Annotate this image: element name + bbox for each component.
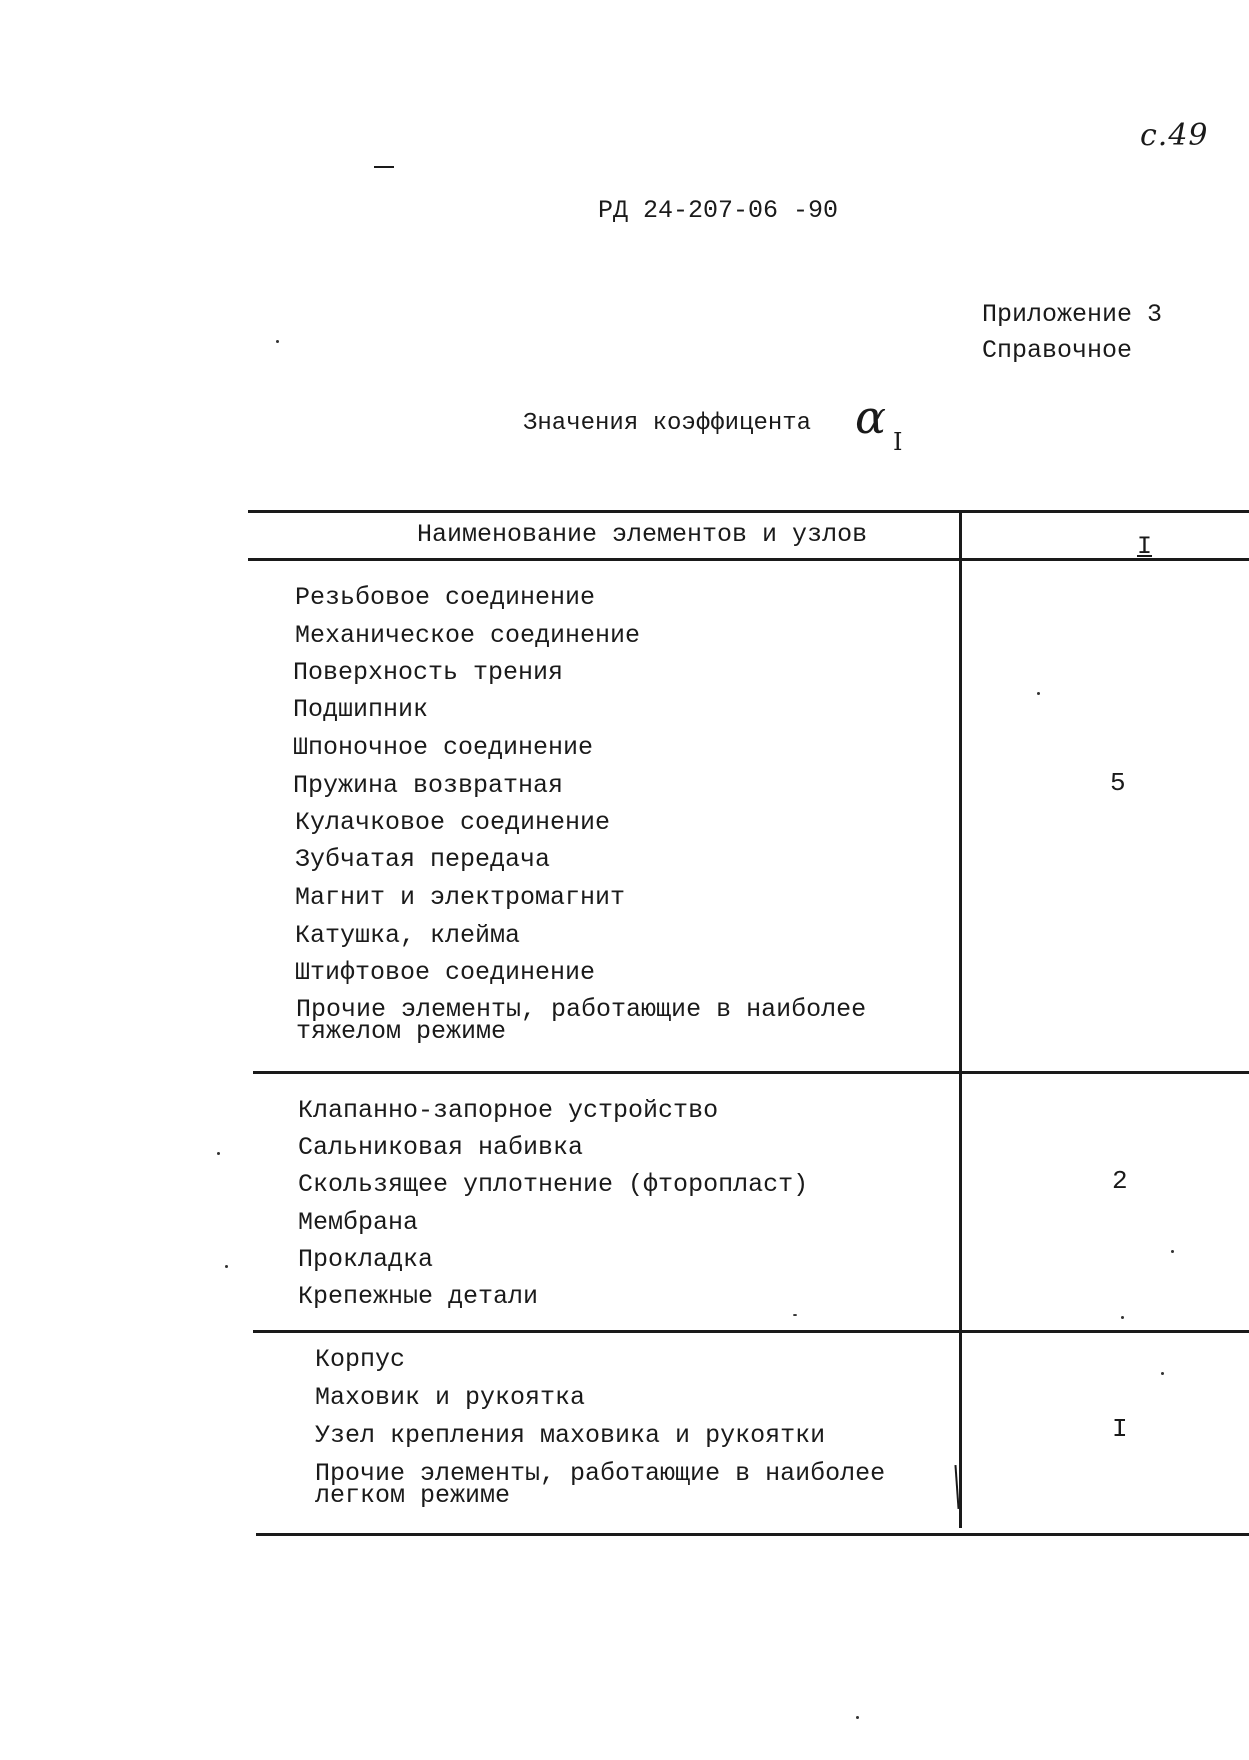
table-row: Шпоночное соединение: [293, 733, 594, 762]
table-top-rule: [248, 510, 1249, 513]
table-row: Скользящее уплотнение (фторопласт): [298, 1170, 809, 1199]
scan-mark: [374, 166, 394, 168]
scan-speck: [276, 340, 279, 343]
group-value: I: [1112, 1414, 1128, 1444]
coefficient-subscript: I: [893, 428, 903, 456]
scan-speck: [217, 1152, 220, 1155]
table-row: Зубчатая передача: [295, 845, 551, 874]
table-row: Магнит и электромагнит: [295, 883, 626, 912]
table-row: Сальниковая набивка: [298, 1133, 584, 1162]
group-value: 2: [1112, 1166, 1128, 1196]
table-row: Катушка, клейма: [295, 921, 521, 950]
group-divider-2: [253, 1330, 1249, 1333]
table-row: Поверхность трения: [293, 658, 564, 687]
table-row: Узел крепления маховика и рукоятки: [315, 1421, 826, 1450]
scan-speck: [1037, 692, 1040, 695]
table-caption: Значения коэффицента: [523, 410, 812, 437]
column-header-value: I: [1137, 532, 1153, 561]
page-number: с.49: [1140, 118, 1209, 153]
table-row: Механическое соединение: [295, 621, 641, 650]
table-row: Подшипник: [293, 695, 429, 724]
appendix-title: Приложение 3: [982, 300, 1163, 329]
scan-speck: [225, 1265, 228, 1268]
scan-speck: [793, 1314, 797, 1316]
table-row: Прочие элементы, работающие в наиболее тяжелом режиме: [296, 995, 867, 1046]
table-row: Маховик и рукоятка: [315, 1383, 586, 1412]
table-row: Мембрана: [298, 1208, 419, 1237]
table-row: Клапанно-запорное устройство: [298, 1096, 719, 1125]
table-bottom-rule: [256, 1533, 1249, 1536]
column-header-name: Наименование элементов и узлов: [417, 520, 868, 549]
table-row: Кулачковое соединение: [295, 808, 611, 837]
scan-speck: [856, 1716, 859, 1719]
table-row: Корпус: [315, 1345, 406, 1374]
table-row: Прокладка: [298, 1245, 434, 1274]
group-divider-1: [253, 1071, 1249, 1074]
appendix-subtitle: Справочное: [982, 336, 1133, 365]
coefficient-symbol: α: [855, 390, 887, 444]
document-code: РД 24-207-06 -90: [598, 196, 839, 225]
column-divider: [959, 510, 962, 1528]
table-row: Крепежные детали: [298, 1282, 539, 1311]
header-bottom-rule: [248, 558, 1249, 561]
scan-speck: [1171, 1250, 1174, 1253]
scan-speck: [1121, 1316, 1124, 1319]
table-row: Прочие элементы, работающие в наиболее легком режиме: [315, 1459, 886, 1510]
table-row: Пружина возвратная: [293, 771, 564, 800]
table-row: Штифтовое соединение: [295, 958, 596, 987]
group-value: 5: [1110, 768, 1126, 798]
scan-speck: [1161, 1372, 1164, 1375]
table-row: Резьбовое соединение: [295, 583, 596, 612]
